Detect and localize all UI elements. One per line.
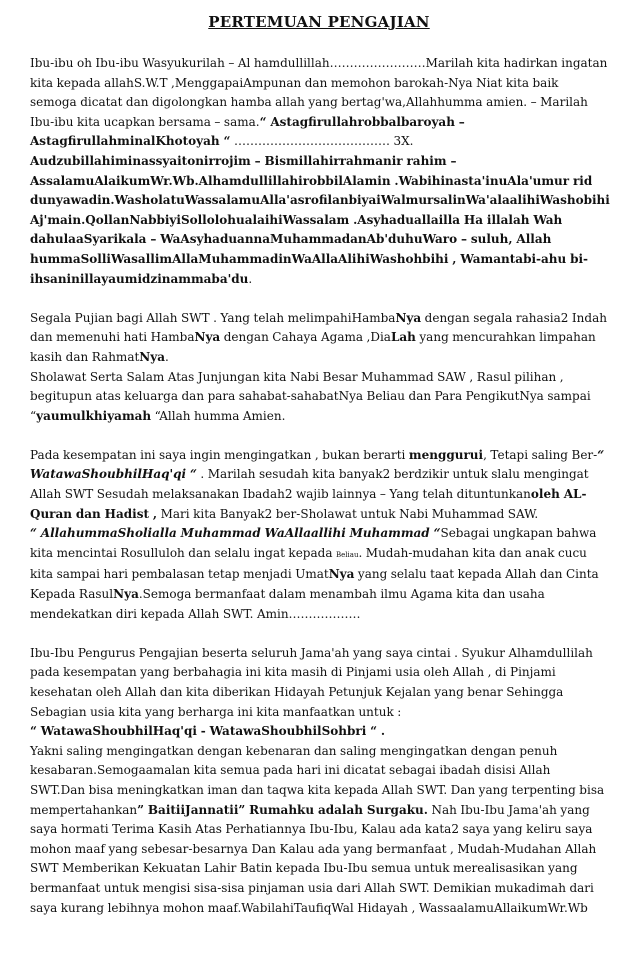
text-run: “ Astagfirullahrobbalbaroyah – AstagfirullahminalKhotoyah “ — [30, 114, 465, 149]
text-run: dengan segala rahasia2 Indah dan memenuhi hati Hamba — [30, 310, 607, 345]
text-run: Nya — [113, 587, 139, 602]
text-run: Nya — [395, 310, 422, 325]
paragraph-spacer — [30, 624, 608, 644]
text-run: .Semoga bermanfaat dalam menambah ilmu Agama kita dan usaha mendekatkan diri kepada Allah SWT. Amin……………… — [30, 587, 545, 621]
text-run: ” BaitiiJannatii” Rumahku adalah Surgaku. — [137, 802, 428, 817]
text-run: Nah Ibu-Ibu Jama'ah yang saya hormati Terima Kasih Atas Perhatiannya Ibu-Ibu, Kalau ada kata2 saya yang keliru saya mohon maaf yang sebesar-besarnya Dan Kalau ada yang bermanfaat , Mudah-Mudahan Allah SWT Memberikan Kekuatan Lahir Batin kepada Ibu-Ibu semua untuk merealisasikan yang bermanfaat untuk mengisi sisa-sisa pinjaman usia dari Allah SWT. Demikian mukadimah dari saya kurang lebihnya mohon maaf.WabilahiTaufiqWal Hidayah , WassaalamuAllaikumWr.Wb — [30, 802, 597, 915]
opening-paragraph — [30, 54, 608, 152]
arabic-opening-paragraph — [30, 152, 608, 289]
closing-paragraph — [30, 742, 608, 918]
text-run: Sebagai ungkapan bahwa kita mencintai Rosulluloh dan selalu ingat kepada — [30, 526, 597, 560]
text-run: menggurui — [408, 447, 484, 462]
text-run: dengan Cahaya Agama ,Dia — [220, 330, 391, 345]
text-run: Audzubillahiminassyaitonirrojim – Bismillahirrahmanir rahim – AssalamuAlaikumWr.Wb.AlhamdullillahirobbilAlamin .Wabihinasta'inuAla'umur rid dunyawadin.WasholatuWassalamuAlla'asrofilanbiyaiWalmursalinWa'alaalihiWashobihi Aj'main.QollanNabbiyiSollolohualaihiWassalam .Asyhaduallailla Ha illalah Wah dahulaaSyarikala – WaAsyhaduannaMuhammadanAb'duhuWaro – suluh, Allah hummaSolliWasallimAllaMuhammadinWaAllaAlihiWashohbihi , Wamantabi-ahu bi-ihsaninillayaumidzinammaba'du — [30, 153, 610, 286]
text-run: yaumulkhiyamah — [36, 408, 152, 423]
gratitude-paragraph — [30, 644, 608, 722]
text-run: yang selalu taat kepada Allah dan Cinta Kepada Rasul — [30, 567, 599, 602]
text-run: Pada kesempatan ini saya ingin mengingatkan , bukan berarti — [30, 447, 409, 462]
text-run: Ibu-Ibu Pengurus Pengajian beserta seluruh Jama'ah yang saya cintai . Syukur Alhamdullilah pada kesempatan yang berbahagia ini kita masih di Pinjami usia oleh Allah , di Pinjami kesehatan oleh Allah dan kita diberikan Hidayah Petunjuk Kejalan yang benar Sehingga Sebagian usia kita yang berharga ini kita manfaatkan untuk : — [30, 645, 593, 719]
text-run: . Mudah-mudahan kita dan anak cucu kita sampai hari pembalasan tetap menjadi Umat — [30, 545, 587, 582]
text-run: . Marilah sesudah kita banyak2 berdzikir untuk slalu mengingat Allah SWT Sesudah melaksanakan Ibadah2 wajib lainnya – Yang telah dituntunkan — [30, 467, 589, 502]
reminder-paragraph — [30, 446, 608, 524]
text-run: yang mencurahkan limpahan kasih dan Rahmat — [30, 330, 596, 364]
text-run: “ AllahummaSholialla Muhammad WaAllaallihi Muhammad “ — [30, 526, 441, 541]
text-run: Nya — [328, 567, 355, 582]
text-run: Ibu-ibu oh Ibu-ibu Wasyukurilah – Al hamdullillah……………………Marilah kita hadirkan ingatan kita kepada allahS.W.T ,MenggapaiAmpunan dan memohon barokah-Nya Niat kita baik semoga dicatat dan digolongkan hamba allah yang bertag'wa,Allahhumma amien. – Marilah Ibu-ibu kita ucapkan bersama – sama. — [30, 56, 608, 129]
text-run: Sholawat Serta Salam Atas Junjungan kita Nabi Besar Muhammad SAW , Rasul pilihan , begitupun atas keluarga dan para sahabat-sahabatNya Beliau dan Para PengikutNya sampai “ — [30, 369, 591, 423]
text-run: “Allah humma Amien. — [151, 408, 286, 423]
sholawat-paragraph — [30, 368, 608, 427]
page-title: PERTEMUAN PENGAJIAN — [208, 13, 430, 31]
text-run: Nya — [194, 330, 221, 345]
paragraph-spacer — [30, 289, 608, 309]
text-run: . — [248, 271, 253, 286]
text-run: Nya — [139, 349, 166, 364]
text-run: , Tetapi saling Ber- — [483, 447, 598, 462]
sholawat-invocation-paragraph — [30, 524, 608, 624]
text-run: oleh AL-Quran dan Hadist , — [30, 487, 587, 521]
paragraph-spacer — [30, 426, 608, 446]
text-run: Segala Pujian bagi Allah SWT . Yang telah melimpahiHamba — [30, 310, 396, 325]
text-run: Beliau — [336, 550, 359, 559]
praise-paragraph — [30, 309, 608, 368]
text-run: ………………………………… 3X. — [230, 134, 414, 149]
text-run: Yakni saling mengingatkan dengan kebenaran dan saling mengingatkan dengan penuh kesabaran.Semogaamalan kita semua pada hari ini dicatat sebagai ibadah disisi Allah SWT.Dan bisa meningkatkan iman dan taqwa kita kepada Allah SWT. Dan yang terpenting bisa mempertahankan — [30, 743, 605, 817]
motto-paragraph — [30, 722, 608, 742]
text-run: Lah — [390, 330, 416, 345]
text-run: “ WatawaShoubhilHaq'qi - WatawaShoubhilSohbri “ . — [30, 724, 386, 739]
text-run: “ WatawaShoubhilHaq'qi “ — [30, 447, 605, 482]
text-run: . — [165, 349, 169, 364]
text-run: Mari kita Banyak2 ber-Sholawat untuk Nabi Muhammad SAW. — [157, 506, 539, 521]
